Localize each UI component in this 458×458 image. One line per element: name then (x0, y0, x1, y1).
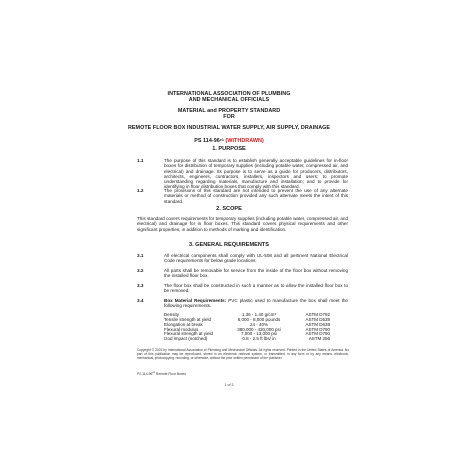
property-value: 6,000 - 8,000 pounds (237, 316, 281, 322)
property-name: Izod impact (notched) (164, 336, 208, 342)
ps-number-line (100, 138, 358, 144)
property-standard: ASTM D790 (305, 326, 330, 332)
section-heading-scope: 2. SCOPE (216, 206, 242, 212)
table-row (164, 337, 354, 342)
property-name: Flexural strength at yield (164, 331, 214, 337)
para-number: 1.2 (137, 188, 144, 193)
ps-superscript: e1 (219, 138, 224, 142)
para-text: All parts shall be removable for service from the inside of the floor box without removing the installed floor box. (164, 268, 348, 279)
property-value: 1.36 - 1.40 $g/cm^3$ (241, 312, 277, 317)
para-text: The floor box shall be constructed in such a manner as to allow the installed floor box to be removed. (164, 283, 348, 294)
property-name: Tensile strength at yield (164, 316, 212, 322)
org-line-2: AND MECHANICAL OFFICIALS (188, 97, 270, 104)
org-line-1: INTERNATIONAL ASSOCIATION OF PLUMBING (167, 91, 291, 97)
para-number: 3.1 (137, 253, 144, 258)
std-line-2: FOR (223, 114, 235, 121)
property-name: Elongation at break (164, 321, 203, 327)
para-text (164, 298, 348, 309)
copyright-notice: Copyright © 2001 by International Association of Plumbing and Mechanical Officials. All rights reserved. Printed in the United States of America. No part of this publication may be reproduced, stored in an electronic retrieval system, or transmitted, in any form or by any means, electronic, mechanical, photocopying, recording, or otherwise, without the prior written permission of the publisher. (137, 348, 349, 360)
property-name: Density (164, 312, 180, 317)
footer-reference: PS $114-96^{e1}$ Remote Floor Boxes (137, 371, 186, 376)
property-standard: ASTM D792 (305, 312, 330, 317)
para-number: 1.1 (137, 158, 144, 163)
property-standard: ASTM D638 (305, 321, 330, 327)
document-title: REMOTE FLOOR BOX INDUSTRIAL WATER SUPPLY, AIR SUPPLY, DRAINAGE (127, 125, 331, 131)
box-material-text: PVC plastic used to manufacture the box shall meet the following requirements. (164, 298, 348, 309)
organization-name (100, 91, 358, 103)
standard-type (100, 108, 358, 120)
material-properties-table (164, 313, 354, 342)
section-heading-general-requirements: 3. GENERAL REQUIREMENTS (188, 242, 270, 248)
para-text: The provisions of this standard are not intended to prevent the use of any alternate materials or method of construction provided any such alternate meets the intent of this standard. (164, 188, 348, 204)
property-standard: ASTM 256 (308, 336, 330, 342)
property-value: 7,000 - 13,000 psi (240, 331, 278, 337)
property-value: 380,000 - 430,000 psi (237, 326, 281, 332)
property-name: Flexural modulus (164, 326, 199, 332)
property-value: 0.8 - 2.5 ft lbs/ in (242, 336, 276, 342)
para-number: 3.2 (137, 268, 144, 273)
para-text: All electrical components shall comply with UL-508 and all pertinent National Electrical Code requirements for below grade locations. (164, 253, 348, 264)
withdrawn-label: (WITHDRAWN) (225, 138, 264, 144)
section-heading-purpose: 1. PURPOSE (212, 146, 246, 152)
para-number: 3.3 (137, 283, 144, 288)
para-number: 3.4 (137, 298, 144, 303)
page-number: 1 of 3 (224, 383, 234, 387)
property-standard: ASTM D790 (305, 331, 330, 337)
ps-number: PS 114-96 (194, 138, 220, 144)
box-material-label: Box Material Requirements: (164, 298, 227, 303)
para-text: The purpose of this standard is to establish generally acceptable guidelines for in-floor boxes for distribution of temporary supplies (including potable water, compressed air, and electrical) and drainage. Its purpose is to serve as a guide for producers, distributors, architects, engineers, contractors, installers, inspectors and users; to promote understanding regarding materials, manufacture and installation; and to provide for identifying in floor distribution boxes that comply with this standard. (164, 158, 348, 190)
std-line-1: MATERIAL and PROPERTY STANDARD (177, 108, 281, 114)
para-text: This standard covers requirements for temporary supplies (including potable water, compressed air, and electrical) and drainage for in floor boxes. This standard covers physical requirements and other significant properties, in addition to methods of marking and identification. (137, 216, 348, 232)
property-value: 24 - 40% (249, 321, 268, 327)
property-standard: ASTM D638 (305, 316, 330, 322)
